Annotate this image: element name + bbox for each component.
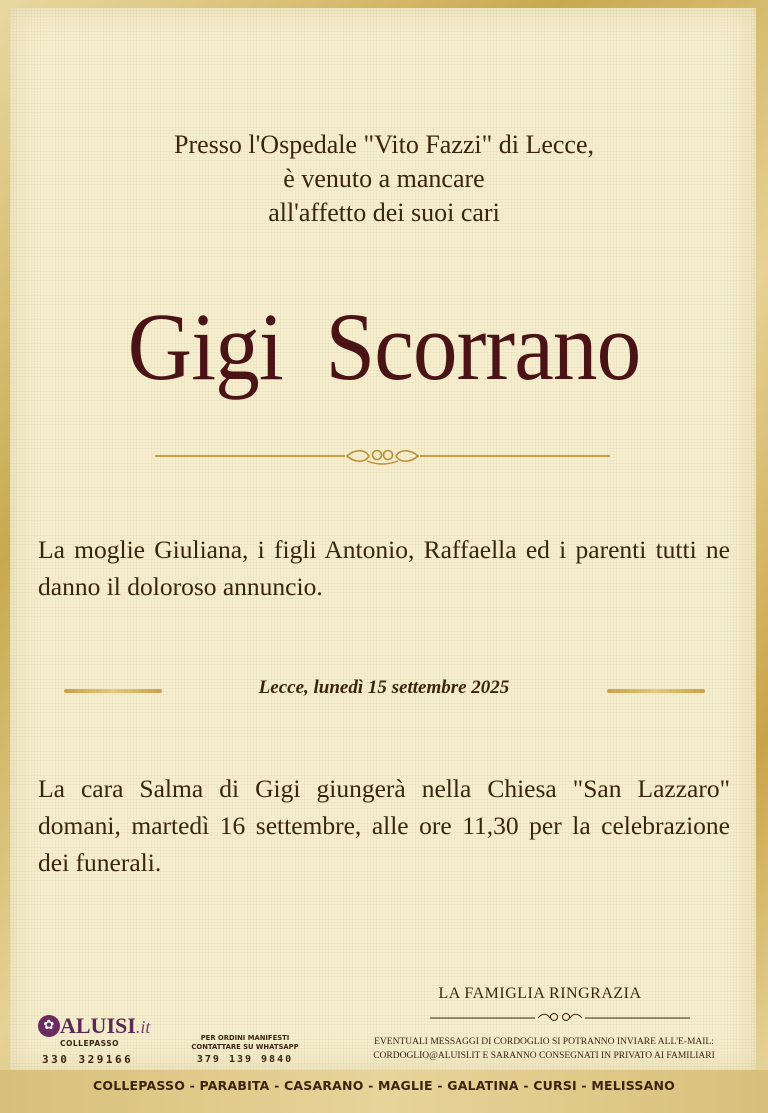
order-info <box>180 1034 310 1065</box>
notice-line-1: EVENTUALI MESSAGGI DI CORDOGLIO SI POTRANNO INVIARE ALL'E-MAIL: <box>374 1037 714 1047</box>
right-gold-bar <box>607 689 705 693</box>
dateline: Lecce, lunedì 15 settembre 2025 <box>258 677 510 698</box>
aluisi-logo-icon: ✿ <box>38 1015 60 1037</box>
ornament-divider-icon <box>155 445 610 467</box>
order-line-2: CONTATTARE SU WHATSAPP <box>191 1043 299 1051</box>
intro-line-3: all'affetto dei suoi cari <box>268 198 500 227</box>
intro-line-1: Presso l'Ospedale "Vito Fazzi" di Lecce, <box>174 130 594 159</box>
agency-town: COLLEPASSO <box>60 1039 120 1048</box>
agency-logo <box>38 1013 168 1065</box>
brand-name: ALUISI <box>60 1013 136 1038</box>
announcement-text: La moglie Giuliana, i figli Antonio, Raffaella ed i parenti tutti ne danno il doloroso annuncio. <box>38 535 730 601</box>
whatsapp-phone: 379 139 9840 <box>196 1054 294 1065</box>
condolence-notice <box>340 1035 748 1063</box>
agency-phone: 330 329166 <box>42 1053 134 1066</box>
agency-brand <box>60 1013 150 1039</box>
order-line-1: PER ORDINI MANIFESTI <box>200 1034 290 1042</box>
funeral-details: La cara Salma di Gigi giungerà nella Chiesa "San Lazzaro" domani, martedì 16 settembre, alle ore 11,30 per la celebrazione dei funerali. <box>38 774 730 877</box>
footer-towns: COLLEPASSO - PARABITA - CASARANO - MAGLIE - GALATINA - CURSI - MELISSANO <box>93 1078 675 1093</box>
deceased-name: Gigi Scorrano <box>127 293 641 400</box>
intro-text <box>0 128 768 230</box>
intro-line-2: è venuto a mancare <box>283 164 485 193</box>
dateline-row <box>0 677 768 707</box>
notice-line-2: CORDOGLIO@ALUISI.IT E SARANNO CONSEGNATI IN PRIVATO AI FAMILIARI <box>373 1051 715 1061</box>
brand-suffix: .it <box>135 1017 151 1037</box>
family-thanks: LA FAMIGLIA RINGRAZIA <box>438 985 642 1002</box>
small-ornament-divider-icon <box>430 1010 690 1026</box>
